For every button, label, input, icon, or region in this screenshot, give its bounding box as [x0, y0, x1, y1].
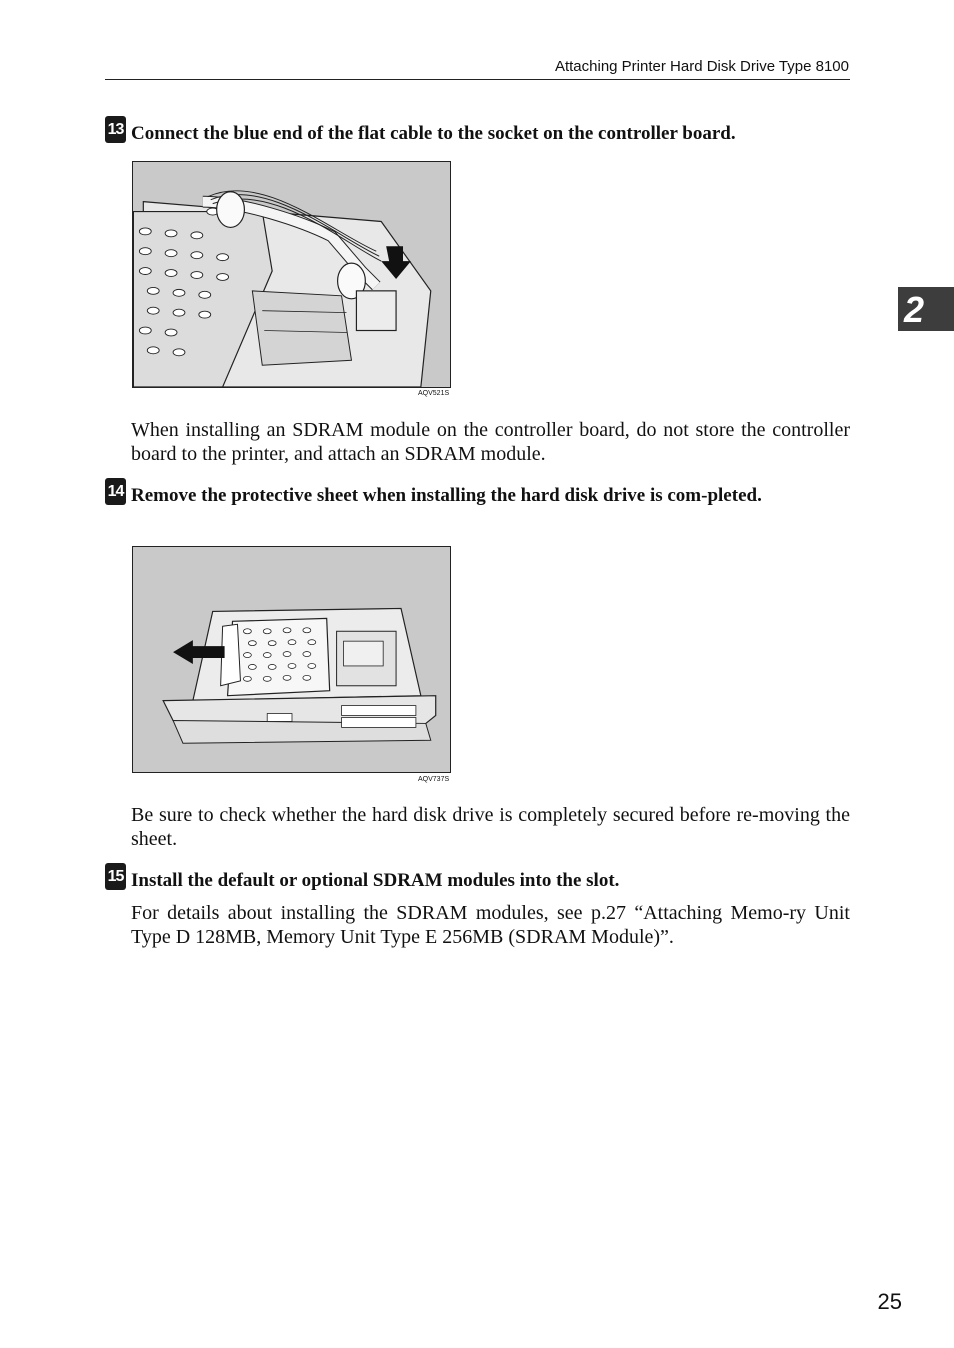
- page-number: 25: [877, 1289, 902, 1314]
- step-heading: Connect the blue end of the flat cable to the socket on the controller board.: [131, 123, 736, 144]
- illustration-flat-cable-connection: [132, 161, 451, 388]
- header-rule: [105, 79, 850, 80]
- chapter-tab[interactable]: [898, 287, 954, 331]
- step-number-badge: 13: [105, 116, 126, 143]
- illustration-protective-sheet-removal: [132, 546, 451, 773]
- running-header: Attaching Printer Hard Disk Drive Type 8100: [554, 58, 849, 75]
- cable-diagram: [133, 162, 450, 387]
- step-heading: Install the default or optional SDRAM modules into the slot.: [131, 870, 620, 891]
- step-note: For details about installing the SDRAM modules, see p.27 “Attaching Memo-ry Unit Type D 128MB, Memory Unit Type E 256MB (SDRAM Module)”.: [131, 902, 850, 948]
- step-number-badge: 15: [105, 863, 126, 890]
- figure-code: AQV521S: [418, 390, 450, 397]
- step-number-badge: 14: [105, 478, 126, 505]
- step-note: Be sure to check whether the hard disk drive is completely secured before re-moving the sheet.: [131, 804, 850, 850]
- step-heading: Remove the protective sheet when installing the hard disk drive is com-pleted.: [131, 485, 762, 506]
- chapter-number: 2: [904, 289, 925, 330]
- sheet-diagram: [133, 547, 450, 772]
- figure-code: AQV737S: [418, 776, 450, 783]
- step-note: When installing an SDRAM module on the controller board, do not store the controller board to the printer, and attach an SDRAM module.: [131, 419, 850, 465]
